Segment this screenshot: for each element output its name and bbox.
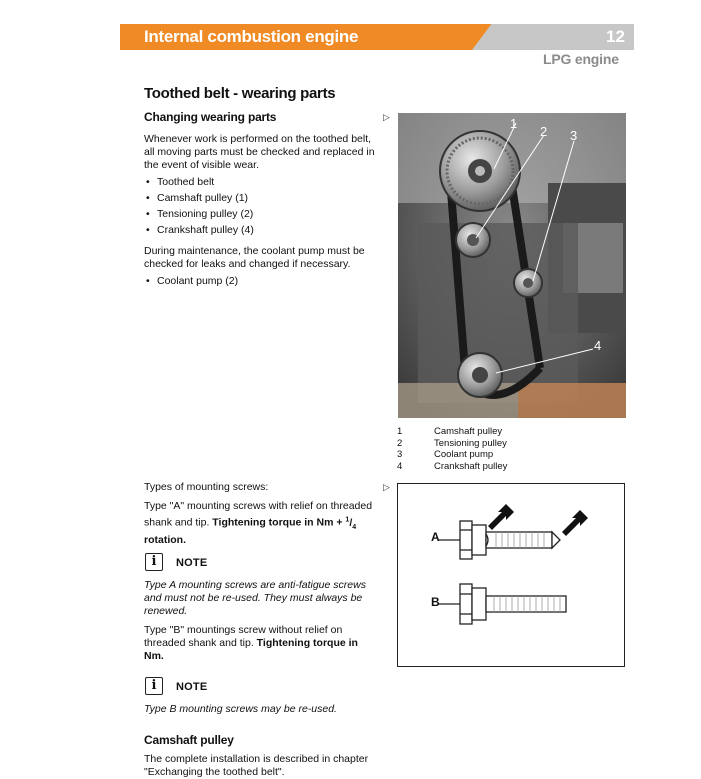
list-item: • Tensioning pulley (2)	[145, 206, 375, 222]
note-2-text: Type B mounting screws may be re-used.	[144, 703, 337, 715]
callout-1: 1	[510, 116, 518, 131]
figure-pointer-icon: ▷	[383, 112, 390, 122]
type-b-paragraph: Type "B" mountings screw without relief on threaded shank and tip. Tightening torque in Nm.	[144, 624, 358, 662]
screw-label-a: A	[431, 530, 440, 544]
figure-pointer-icon: ▷	[383, 482, 390, 492]
photo-legend	[397, 426, 627, 472]
legend-row: 1 Camshaft pulley	[397, 426, 503, 437]
info-icon: i	[145, 553, 163, 571]
list-item: • Crankshaft pulley (4)	[145, 222, 375, 238]
type-a-paragraph: Type "A" mounting screws with relief on threaded shank and tip. Tightening torque in $Nm + ^1/_4$ rotation.	[144, 500, 373, 546]
legend-row: 4 Crankshaft pulley	[397, 460, 508, 472]
note-label: NOTE	[176, 681, 208, 693]
maintenance-list	[145, 273, 375, 289]
list-item: • Camshaft pulley (1)	[145, 190, 375, 206]
engine-photo	[398, 113, 626, 418]
header-subtitle: LPG engine	[543, 51, 619, 67]
legend-row: 2 Tensioning pulley	[397, 437, 507, 449]
screw-diagram-illustration	[398, 484, 624, 666]
header-title: Internal combustion engine	[144, 27, 359, 46]
section-title: Toothed belt - wearing parts	[144, 85, 336, 102]
screw-types-intro: Types of mounting screws:	[144, 481, 269, 493]
intro-paragraph: Whenever work is performed on the toothed belt, all moving parts must be checked and replaced in the event of visible wear.	[144, 133, 375, 171]
chapter-number: 12	[606, 27, 625, 46]
camshaft-text: The complete installation is described in chapter "Exchanging the toothed belt".	[144, 753, 369, 778]
callout-2: 2	[540, 124, 548, 139]
camshaft-heading: Camshaft pulley	[144, 733, 234, 747]
legend-row: 3 Coolant pump	[397, 449, 494, 460]
maintenance-paragraph: During maintenance, the coolant pump must be checked for leaks and changed if necessary.	[144, 245, 365, 270]
engine-photo-illustration	[398, 113, 626, 418]
screw-label-b: B	[431, 595, 440, 609]
info-icon: i	[145, 677, 163, 695]
callout-3: 3	[570, 128, 578, 143]
list-item: • Toothed belt	[145, 174, 375, 190]
screw-diagram	[397, 483, 625, 667]
sub-heading: Changing wearing parts	[144, 110, 277, 124]
parts-list	[145, 174, 375, 238]
note-label: NOTE	[176, 557, 208, 569]
callout-4: 4	[594, 338, 602, 353]
list-item: • Coolant pump (2)	[145, 273, 375, 289]
note-1-text: Type A mounting screws are anti-fatigue screws and must not be re-used. They must always be renewed.	[144, 579, 366, 617]
